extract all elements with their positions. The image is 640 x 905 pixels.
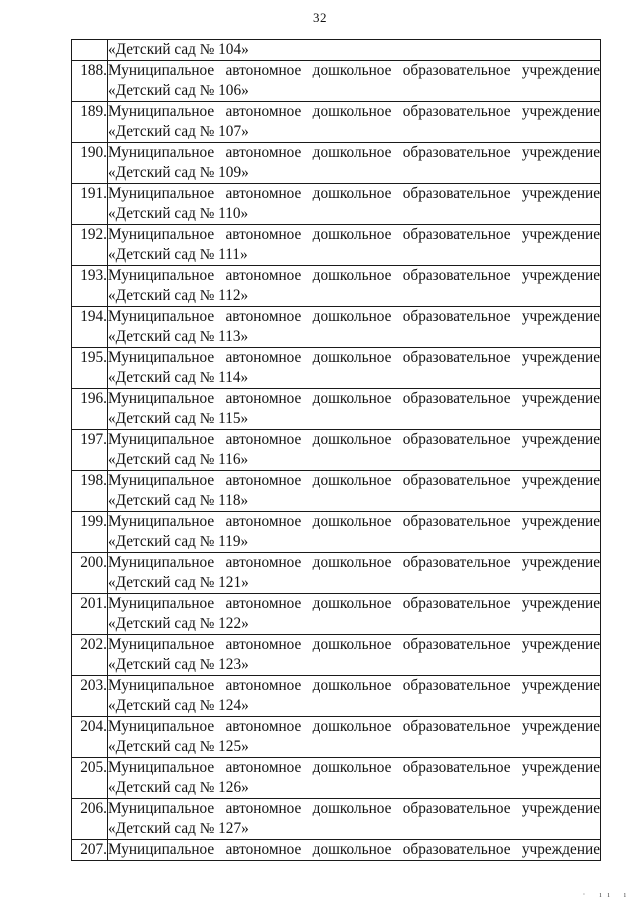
institution-cell (108, 40, 601, 61)
institution-type: Муниципальное автономное дошкольное образовательное учреждение (108, 718, 600, 735)
table-row (72, 840, 601, 861)
institution-name: «Детский сад № 125» (108, 738, 249, 755)
table-row (72, 348, 601, 389)
page-number: 32 (313, 10, 327, 25)
institution-name: «Детский сад № 112» (108, 287, 249, 304)
institution-cell (108, 840, 601, 861)
institution-name: «Детский сад № 106» (108, 82, 249, 99)
institution-name: «Детский сад № 126» (108, 779, 249, 796)
institution-name: «Детский сад № 122» (108, 615, 249, 632)
institution-cell (108, 143, 601, 184)
table-row (72, 799, 601, 840)
institution-type: Муниципальное автономное дошкольное образовательное учреждение (108, 103, 600, 120)
row-number-cell: 206. (72, 799, 108, 840)
institution-type: Муниципальное автономное дошкольное образовательное учреждение (108, 513, 600, 530)
institution-cell (108, 717, 601, 758)
institution-name: «Детский сад № 127» (108, 820, 249, 837)
table-row (72, 307, 601, 348)
institution-cell (108, 307, 601, 348)
row-number-cell: 189. (72, 102, 108, 143)
table-row (72, 184, 601, 225)
row-number-cell: 188. (72, 61, 108, 102)
row-number-cell: 191. (72, 184, 108, 225)
institution-type: Муниципальное автономное дошкольное образовательное учреждение (108, 349, 600, 366)
institutions-table-body (72, 40, 601, 861)
institution-cell (108, 389, 601, 430)
institution-cell (108, 348, 601, 389)
institution-cell (108, 635, 601, 676)
table-row (72, 266, 601, 307)
institution-cell (108, 594, 601, 635)
row-number-cell: 196. (72, 389, 108, 430)
institution-type: Муниципальное автономное дошкольное образовательное учреждение (108, 390, 600, 407)
table-row (72, 61, 601, 102)
institution-cell (108, 184, 601, 225)
table-row (72, 758, 601, 799)
institution-cell (108, 799, 601, 840)
institution-cell (108, 102, 601, 143)
institution-cell (108, 61, 601, 102)
row-number-cell: 199. (72, 512, 108, 553)
institution-type: Муниципальное автономное дошкольное образовательное учреждение (108, 62, 600, 79)
institution-type: Муниципальное автономное дошкольное образовательное учреждение (108, 636, 600, 653)
institution-name: «Детский сад № 104» (108, 41, 249, 58)
table-row (72, 635, 601, 676)
row-number-cell: 207. (72, 840, 108, 861)
institution-cell (108, 266, 601, 307)
institution-cell (108, 471, 601, 512)
institution-name: «Детский сад № 116» (108, 451, 249, 468)
institution-name: «Детский сад № 109» (108, 164, 249, 181)
institution-type: Муниципальное автономное дошкольное образовательное учреждение (108, 144, 600, 161)
table-row (72, 102, 601, 143)
institution-cell (108, 676, 601, 717)
row-number-cell: 190. (72, 143, 108, 184)
institution-cell (108, 758, 601, 799)
institution-cell (108, 430, 601, 471)
institution-type: Муниципальное автономное дошкольное образовательное учреждение (108, 595, 600, 612)
institution-type: Муниципальное автономное дошкольное образовательное учреждение (108, 226, 600, 243)
scan-marks: · ıı ı (582, 890, 632, 899)
row-number-cell: 201. (72, 594, 108, 635)
row-number-cell: 203. (72, 676, 108, 717)
table-row (72, 225, 601, 266)
institution-cell (108, 553, 601, 594)
row-number-cell: 197. (72, 430, 108, 471)
institution-name: «Детский сад № 114» (108, 369, 249, 386)
table-row (72, 430, 601, 471)
institution-name: «Детский сад № 124» (108, 697, 249, 714)
institution-type: Муниципальное автономное дошкольное образовательное учреждение (108, 185, 600, 202)
row-number-cell: 204. (72, 717, 108, 758)
institution-name: «Детский сад № 123» (108, 656, 249, 673)
institution-name: «Детский сад № 115» (108, 410, 249, 427)
institution-name: «Детский сад № 110» (108, 205, 249, 222)
row-number-cell: 192. (72, 225, 108, 266)
table-row (72, 143, 601, 184)
row-number-cell: 202. (72, 635, 108, 676)
institution-type: Муниципальное автономное дошкольное образовательное учреждение (108, 554, 600, 571)
institution-cell (108, 225, 601, 266)
institution-type: Муниципальное автономное дошкольное образовательное учреждение (108, 431, 600, 448)
row-number-cell: 200. (72, 553, 108, 594)
table-row (72, 389, 601, 430)
institution-name: «Детский сад № 121» (108, 574, 249, 591)
table-row (72, 553, 601, 594)
institution-cell (108, 512, 601, 553)
institution-name: «Детский сад № 119» (108, 533, 249, 550)
institution-type: Муниципальное автономное дошкольное образовательное учреждение (108, 759, 600, 776)
institution-type: Муниципальное автономное дошкольное образовательное учреждение (108, 677, 600, 694)
row-number-cell (72, 40, 108, 61)
table-row (72, 676, 601, 717)
institution-type: Муниципальное автономное дошкольное образовательное учреждение (108, 472, 600, 489)
table-row-continued (72, 40, 601, 61)
row-number-cell: 198. (72, 471, 108, 512)
row-number-cell: 194. (72, 307, 108, 348)
table-row (72, 471, 601, 512)
row-number-cell: 195. (72, 348, 108, 389)
institutions-table (71, 39, 601, 861)
table-row (72, 717, 601, 758)
table-row (72, 594, 601, 635)
institution-name: «Детский сад № 113» (108, 328, 249, 345)
institution-name: «Детский сад № 111» (108, 246, 248, 263)
institution-name: «Детский сад № 118» (108, 492, 249, 509)
institution-type: Муниципальное автономное дошкольное образовательное учреждение (108, 841, 600, 858)
institution-type: Муниципальное автономное дошкольное образовательное учреждение (108, 267, 600, 284)
institution-type: Муниципальное автономное дошкольное образовательное учреждение (108, 800, 600, 817)
table-row (72, 512, 601, 553)
institution-type: Муниципальное автономное дошкольное образовательное учреждение (108, 308, 600, 325)
institution-name: «Детский сад № 107» (108, 123, 249, 140)
row-number-cell: 205. (72, 758, 108, 799)
row-number-cell: 193. (72, 266, 108, 307)
